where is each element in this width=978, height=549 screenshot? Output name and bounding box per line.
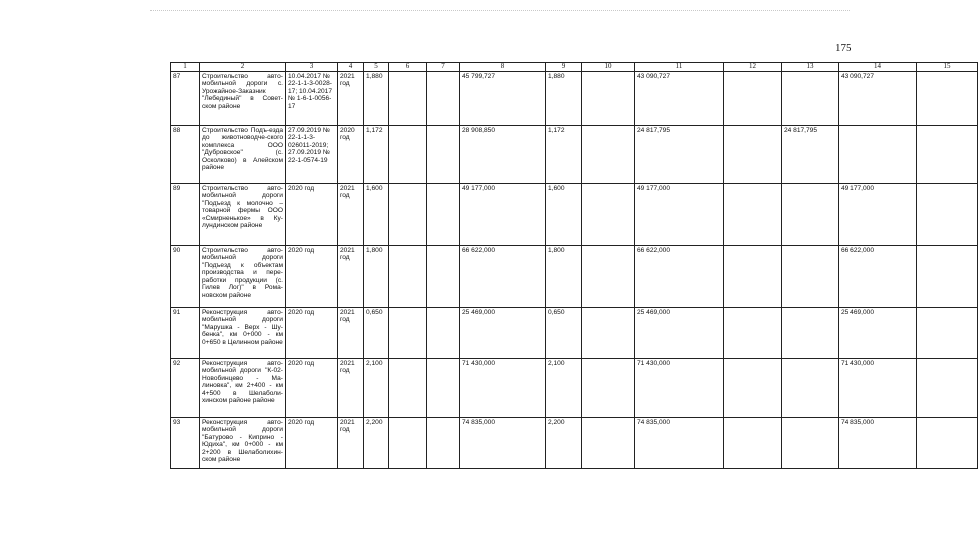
table-row (171, 183, 978, 245)
cell-documents: 27.09.2019 № 22-1-1-3-026011-2019; 27.09.2019 № 22-1-0574-19 (286, 125, 338, 183)
table-row (171, 307, 978, 358)
cell-col8: 45 799,727 (460, 71, 546, 125)
cell-no: 91 (171, 307, 200, 358)
cell-col15 (917, 307, 978, 358)
cell-col9: 2,200 (546, 417, 582, 468)
cell-no: 92 (171, 358, 200, 417)
cell-col12 (724, 307, 782, 358)
cell-col13 (782, 307, 839, 358)
cell-col12 (724, 71, 782, 125)
cell-no: 87 (171, 71, 200, 125)
cell-col14 (839, 125, 917, 183)
cell-documents: 2020 год (286, 307, 338, 358)
cell-no: 90 (171, 245, 200, 307)
cell-object-name: Реконструкция авто-мобильной дороги "Марушка - Верх - Шу-бенка", км 0+000 - км 0+650 в Целинном районе (200, 307, 286, 358)
cell-year: 2021 год (338, 307, 364, 358)
col-header-5: 5 (364, 63, 389, 72)
cell-documents: 2020 год (286, 245, 338, 307)
cell-col8: 49 177,000 (460, 183, 546, 245)
cell-col15 (917, 125, 978, 183)
col-header-2: 2 (200, 63, 286, 72)
cell-col10 (582, 307, 635, 358)
col-header-10: 10 (582, 63, 635, 72)
cell-col11: 24 817,795 (635, 125, 724, 183)
table-row (171, 245, 978, 307)
cell-year: 2021 год (338, 245, 364, 307)
cell-col11: 25 469,000 (635, 307, 724, 358)
cell-col6 (389, 183, 427, 245)
cell-col7 (427, 417, 460, 468)
cell-object-name: Строительство авто-мобильной дороги "Подъезд к молочно – товарной фермы ООО «Смирненькое» в Ку-лундинском районе (200, 183, 286, 245)
cell-no: 93 (171, 417, 200, 468)
col-header-15: 15 (917, 63, 978, 72)
cell-col15 (917, 245, 978, 307)
cell-col14: 71 430,000 (839, 358, 917, 417)
cell-col7 (427, 307, 460, 358)
cell-col8: 25 469,000 (460, 307, 546, 358)
cell-object-name: Строительство авто-мобильной дороги с. Урожайное-Заказник "Лебединый" в Совет-ском районе (200, 71, 286, 125)
cell-col11: 49 177,000 (635, 183, 724, 245)
cell-year: 2020 год (338, 125, 364, 183)
col-header-1: 1 (171, 63, 200, 72)
cell-object-name: Строительство Подъ-езда до животноводче-ского комплекса ООО "Дубровское" (с. Осколково) в Алейском районе (200, 125, 286, 183)
cell-col13 (782, 71, 839, 125)
cell-col14: 43 090,727 (839, 71, 917, 125)
cell-col11: 43 090,727 (635, 71, 724, 125)
col-header-14: 14 (839, 63, 917, 72)
column-number-row (171, 63, 978, 72)
col-header-6: 6 (389, 63, 427, 72)
page-number: 175 (835, 42, 852, 54)
table-row (171, 125, 978, 183)
cell-col13: 24 817,795 (782, 125, 839, 183)
table-row (171, 417, 978, 468)
cell-object-name: Реконструкция авто-мобильной дороги "Батурово - Киприно - Юдиха", км 0+000 - км 2+200 в Шелаболихин-ском районе (200, 417, 286, 468)
cell-col15 (917, 358, 978, 417)
cell-length: 1,172 (364, 125, 389, 183)
cell-col9: 1,172 (546, 125, 582, 183)
cell-documents: 2020 год (286, 358, 338, 417)
cell-col12 (724, 183, 782, 245)
cell-col11: 66 622,000 (635, 245, 724, 307)
objects-table (170, 62, 978, 469)
cell-col13 (782, 183, 839, 245)
cell-col13 (782, 358, 839, 417)
cell-length: 1,600 (364, 183, 389, 245)
cell-no: 89 (171, 183, 200, 245)
cell-col7 (427, 183, 460, 245)
cell-col11: 71 430,000 (635, 358, 724, 417)
cell-col7 (427, 358, 460, 417)
cell-documents: 2020 год (286, 183, 338, 245)
col-header-7: 7 (427, 63, 460, 72)
cell-col12 (724, 245, 782, 307)
col-header-13: 13 (782, 63, 839, 72)
cell-col14: 25 469,000 (839, 307, 917, 358)
cell-col12 (724, 358, 782, 417)
cell-col15 (917, 417, 978, 468)
col-header-8: 8 (460, 63, 546, 72)
cell-col6 (389, 71, 427, 125)
cell-col9: 1,600 (546, 183, 582, 245)
cell-col6 (389, 125, 427, 183)
cell-length: 2,200 (364, 417, 389, 468)
cell-col8: 28 908,850 (460, 125, 546, 183)
cell-documents: 10.04.2017 № 22-1-1-3-0028-17; 10.04.2017 № 1-6-1-0056-17 (286, 71, 338, 125)
cell-col7 (427, 245, 460, 307)
cell-col9: 1,880 (546, 71, 582, 125)
cell-col12 (724, 125, 782, 183)
cell-length: 1,880 (364, 71, 389, 125)
cell-year: 2021 год (338, 358, 364, 417)
cell-col15 (917, 183, 978, 245)
cell-documents: 2020 год (286, 417, 338, 468)
cell-col10 (582, 417, 635, 468)
cell-year: 2021 год (338, 417, 364, 468)
cell-col7 (427, 71, 460, 125)
scan-edge-line (150, 10, 850, 11)
cell-object-name: Реконструкция авто-мобильной дороги "К-02-Новобинцево - Ма-линовка", км 2+400 - км 4+500 в Шелаболи-хинском районе районе (200, 358, 286, 417)
cell-col11: 74 835,000 (635, 417, 724, 468)
cell-col13 (782, 417, 839, 468)
cell-col15 (917, 71, 978, 125)
cell-col8: 66 622,000 (460, 245, 546, 307)
cell-col10 (582, 125, 635, 183)
table-row (171, 358, 978, 417)
cell-length: 2,100 (364, 358, 389, 417)
cell-object-name: Строительство авто-мобильной дороги "Подъезд к объектам производства и пере-работки продукции (с. Гилев Лог)" в Рома-новском районе (200, 245, 286, 307)
cell-no: 88 (171, 125, 200, 183)
cell-col14: 49 177,000 (839, 183, 917, 245)
col-header-3: 3 (286, 63, 338, 72)
cell-col9: 2,100 (546, 358, 582, 417)
cell-col6 (389, 358, 427, 417)
cell-col10 (582, 71, 635, 125)
cell-col7 (427, 125, 460, 183)
cell-col6 (389, 245, 427, 307)
cell-col6 (389, 307, 427, 358)
cell-col10 (582, 245, 635, 307)
cell-year: 2021 год (338, 71, 364, 125)
col-header-4: 4 (338, 63, 364, 72)
cell-col6 (389, 417, 427, 468)
cell-col8: 74 835,000 (460, 417, 546, 468)
cell-length: 0,650 (364, 307, 389, 358)
cell-col9: 0,650 (546, 307, 582, 358)
col-header-9: 9 (546, 63, 582, 72)
cell-length: 1,800 (364, 245, 389, 307)
table-row (171, 71, 978, 125)
cell-col10 (582, 183, 635, 245)
cell-col9: 1,800 (546, 245, 582, 307)
cell-col10 (582, 358, 635, 417)
cell-col13 (782, 245, 839, 307)
cell-col14: 74 835,000 (839, 417, 917, 468)
cell-year: 2021 год (338, 183, 364, 245)
col-header-12: 12 (724, 63, 782, 72)
cell-col8: 71 430,000 (460, 358, 546, 417)
col-header-11: 11 (635, 63, 724, 72)
cell-col14: 66 622,000 (839, 245, 917, 307)
cell-col12 (724, 417, 782, 468)
